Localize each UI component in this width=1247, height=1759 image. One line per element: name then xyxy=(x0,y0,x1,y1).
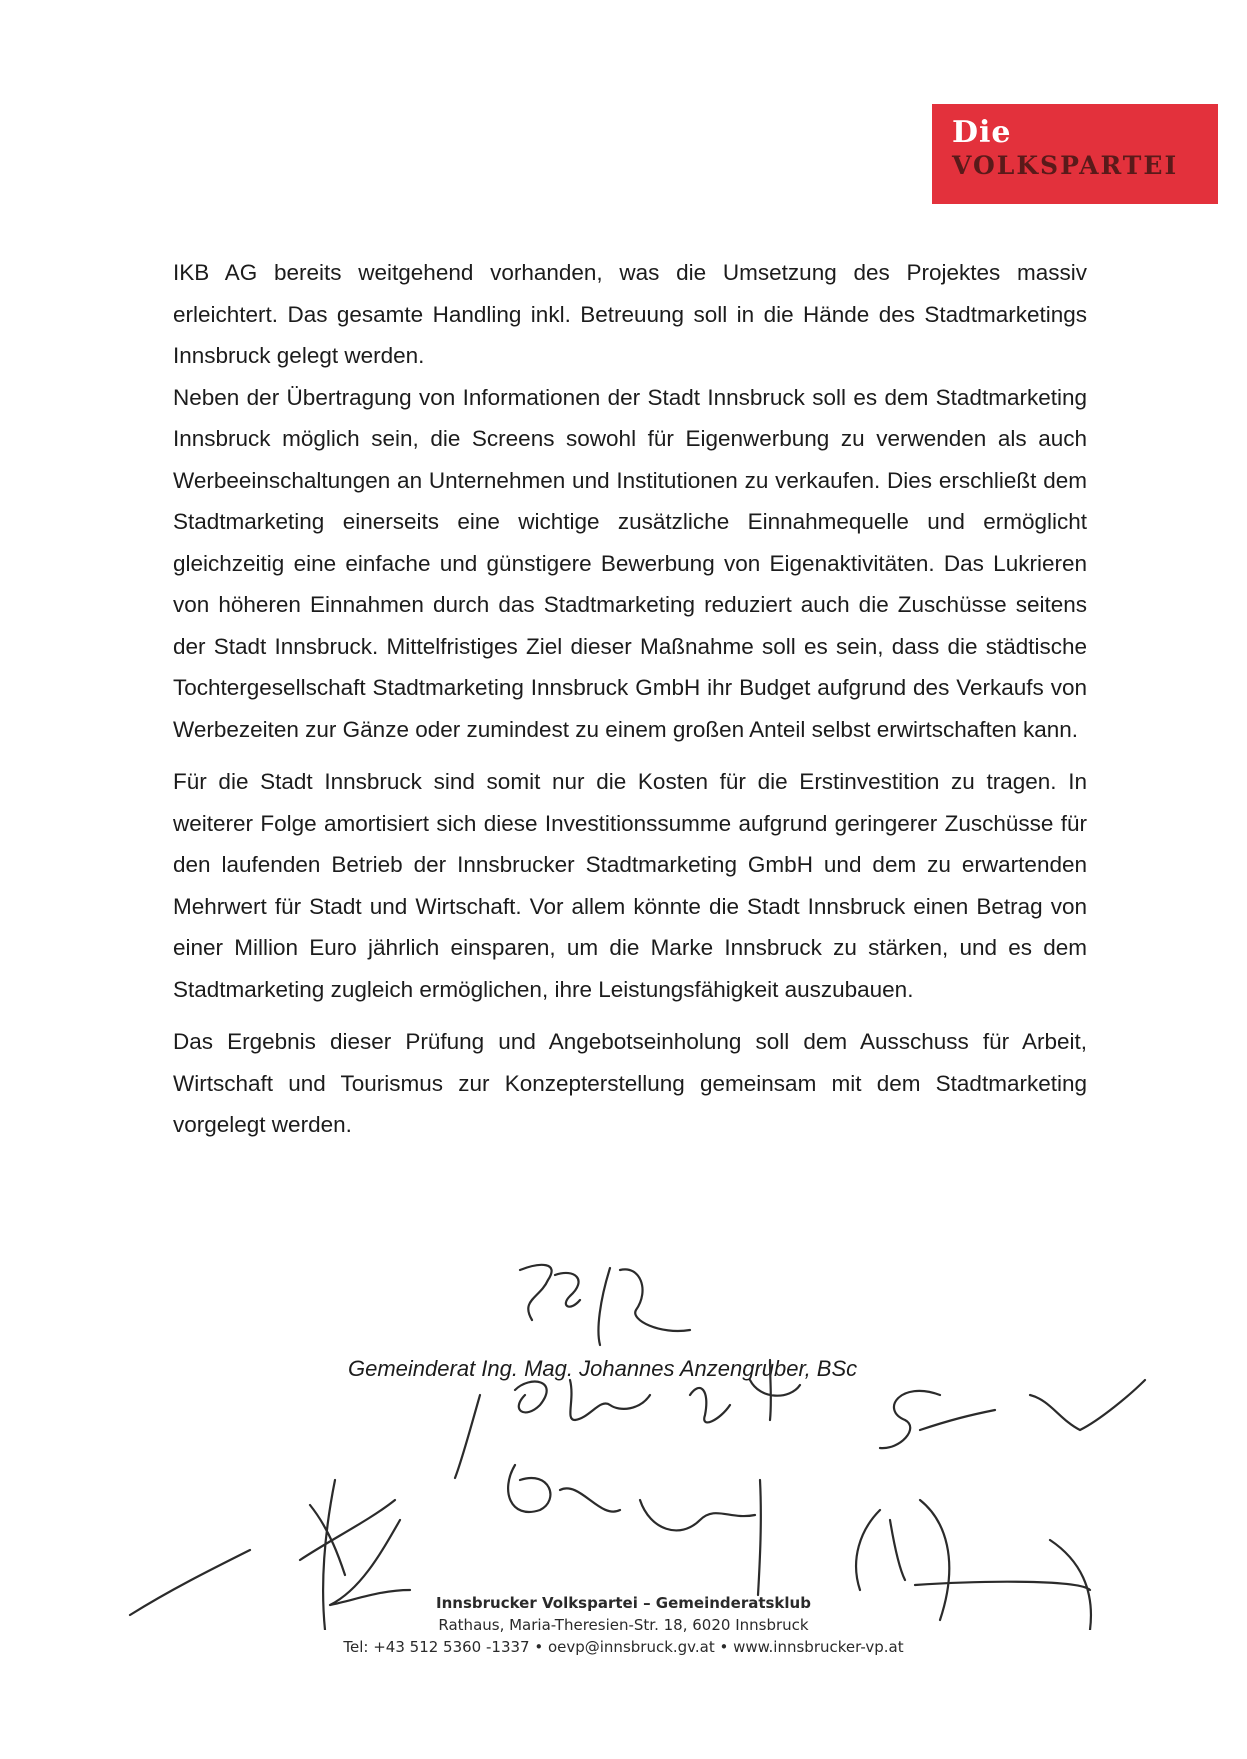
paragraph-2: Neben der Übertragung von Informationen der Stadt Innsbruck soll es dem Stadtmarketing Innsbruck möglich sein, die Screens sowohl für Eigenwerbung zu verwenden als auch Werbeeinschaltungen an Unternehmen und Institutionen zu verkaufen. Dies erschließt dem Stadtmarketing einerseits eine wichtige zusätzliche Einnahmequelle und ermöglicht gleichzeitig eine einfache und günstigere Bewerbung von Eigenaktivitäten. Das Lukrieren von höheren Einnahmen durch das Stadtmarketing reduziert auch die Zuschüsse seitens der Stadt Innsbruck. Mittelfristiges Ziel dieser Maßnahme soll es sein, dass die städtische Tochtergesellschaft Stadtmarketing Innsbruck GmbH ihr Budget aufgrund des Verkaufs von Werbezeiten zur Gänze oder zumindest zu einem großen Anteil selbst erwirtschaften kann. xyxy=(173,384,1087,742)
signature-third xyxy=(880,1380,1145,1448)
footer-contact: Tel: +43 512 5360 -1337 • oevp@innsbruck.gv.at • www.innsbrucker-vp.at xyxy=(343,1638,904,1656)
paragraph-3: Für die Stadt Innsbruck sind somit nur die Kosten für die Erstinvestition zu tragen. In weiterer Folge amortisiert sich diese Investitionssumme aufgrund geringerer Zuschüsse für den laufenden Betrieb der Innsbrucker Stadtmarketing GmbH und dem zu erwartenden Mehrwert für Stadt und Wirtschaft. Vor allem könnte die Stadt Innsbruck einen Betrag von einer Million Euro jährlich einsparen, um die Marke Innsbruck zu stärken, und es dem Stadtmarketing zugleich ermöglichen, ihre Leistungsfähigkeit auszubauen. xyxy=(173,769,1087,1002)
letter-footer xyxy=(0,1592,1247,1658)
signature-fourth xyxy=(508,1465,761,1595)
footer-address: Rathaus, Maria-Theresien-Str. 18, 6020 Innsbruck xyxy=(438,1616,809,1634)
party-logo xyxy=(932,104,1218,204)
logo-line-2: VOLKSPARTEI xyxy=(952,151,1179,180)
handwritten-signatures xyxy=(0,1250,1247,1630)
letter-body xyxy=(173,252,1087,1146)
logo-line-1: Die xyxy=(952,115,1012,150)
signer-name: Gemeinderat Ing. Mag. Johannes Anzengruber, BSc xyxy=(348,1356,858,1381)
footer-organization: Innsbrucker Volkspartei – Gemeinderatsklub xyxy=(436,1594,811,1612)
paragraph-1: IKB AG bereits weitgehend vorhanden, was die Umsetzung des Projektes massiv erleichtert. Das gesamte Handling inkl. Betreuung soll in die Hände des Stadtmarketings Innsbruck gelegt werden. xyxy=(173,260,1087,368)
signature-second xyxy=(455,1360,800,1478)
signature-main xyxy=(520,1265,690,1345)
paragraph-4: Das Ergebnis dieser Prüfung und Angebotseinholung soll dem Ausschuss für Arbeit, Wirtschaft und Tourismus zur Konzepterstellung gemeinsam mit dem Stadtmarketing vorgelegt werden. xyxy=(173,1029,1087,1137)
